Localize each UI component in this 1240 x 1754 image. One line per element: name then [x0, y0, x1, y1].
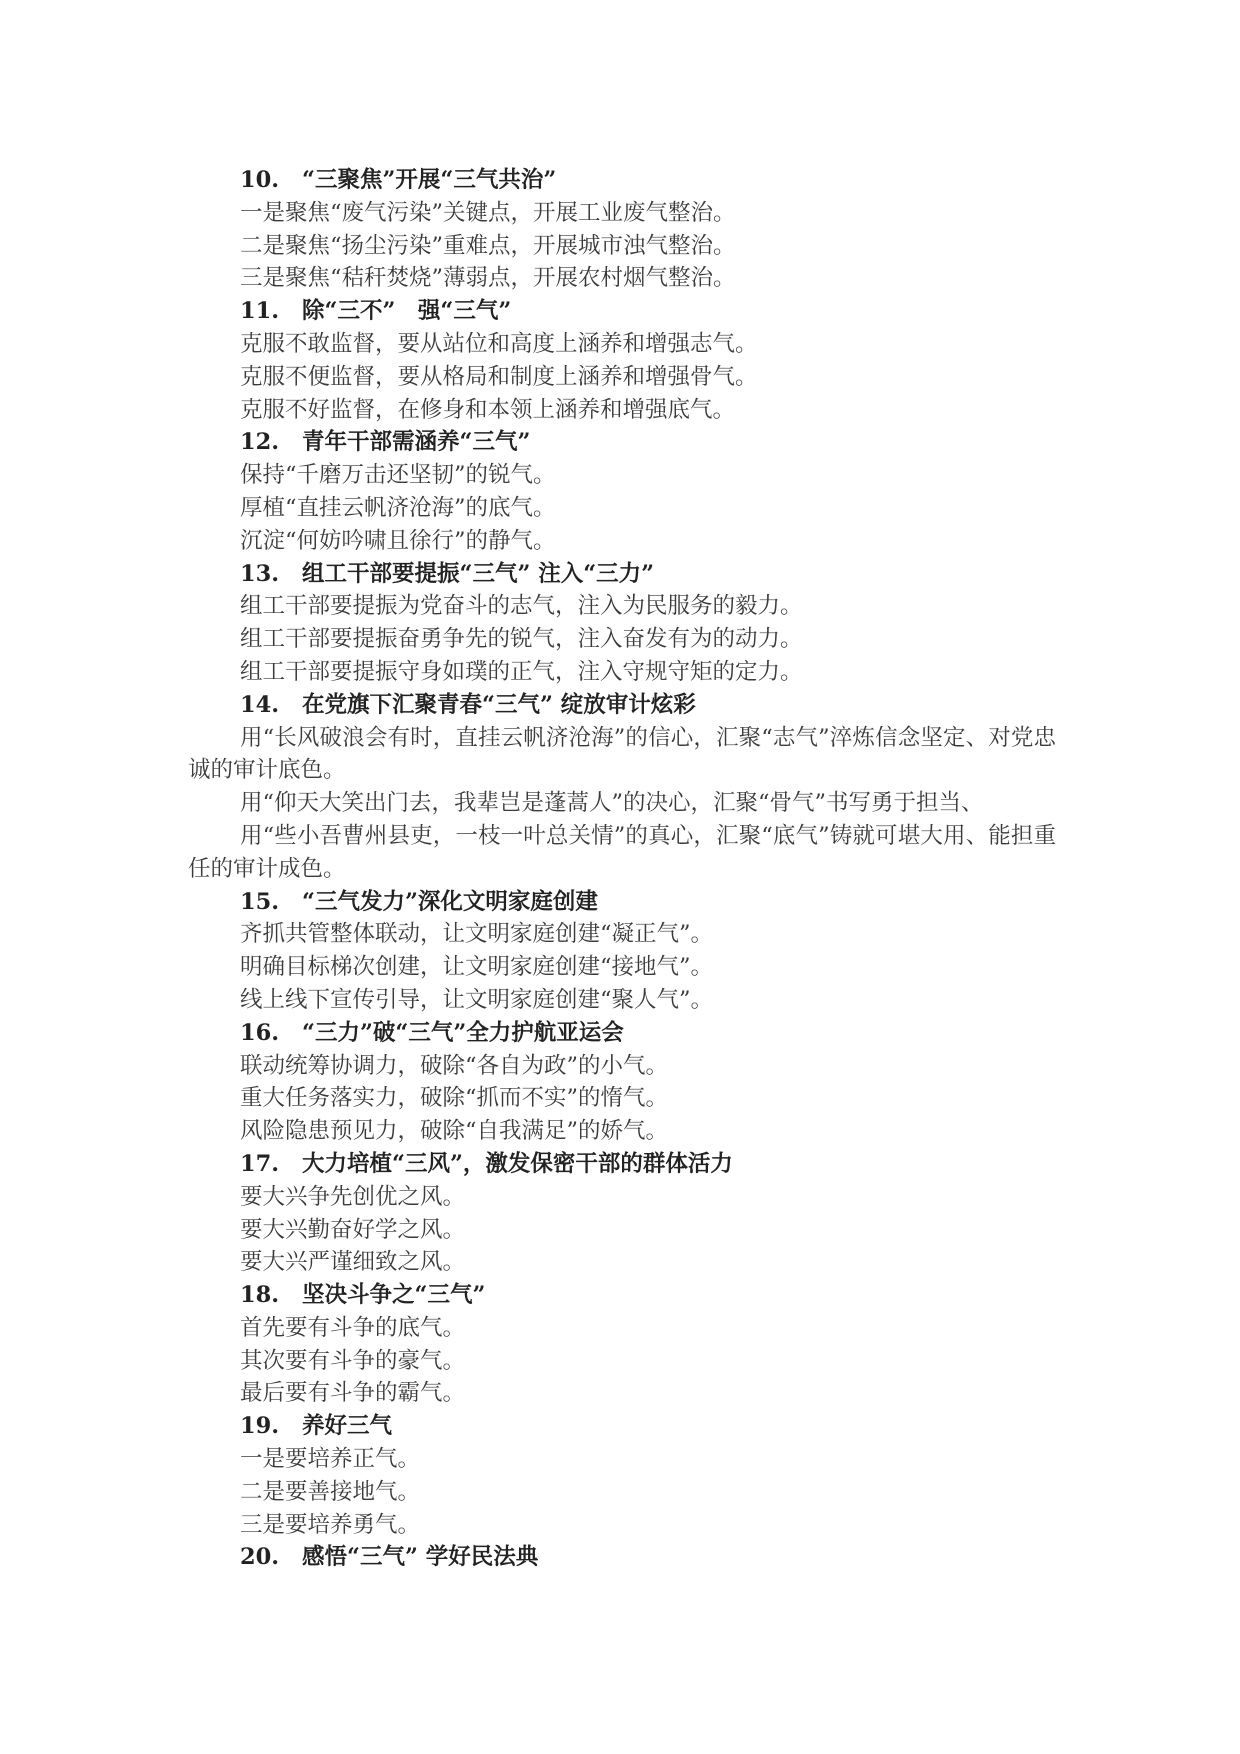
text-paragraph: 用“仰天大笑出门去，我辈岂是蓬蒿人”的决心，汇聚“骨气”书写勇于担当、	[240, 790, 984, 817]
section-title: 在党旗下汇聚青春“三气” 绽放审计炫彩	[302, 691, 696, 718]
text-line: 线上线下宣传引导，让文明家庭创建“聚人气”。	[240, 986, 714, 1013]
section-title: 除“三不” 强“三气”	[302, 298, 512, 325]
section-20	[188, 1541, 1056, 1574]
text-paragraph: 用“长风破浪会有时，直挂云帆济沧海”的信心，汇聚“志气”淬炼信念坚定、对党忠诚的审计底色。	[188, 724, 1056, 784]
section-number: 16.	[240, 1019, 280, 1046]
text-line: 厚植“直挂云帆济沧海”的底气。	[240, 494, 556, 521]
text-line: 联动统筹协调力，破除“各自为政”的小气。	[240, 1052, 669, 1079]
text-line: 三是聚焦“秸秆焚烧”薄弱点，开展农村烟气整治。	[240, 265, 736, 292]
section-number: 17.	[240, 1150, 280, 1177]
text-line: 组工干部要提振为党奋斗的志气，注入为民服务的毅力。	[240, 593, 803, 620]
section-heading	[188, 426, 1056, 459]
text-line: 保持“千磨万击还坚韧”的锐气。	[240, 462, 556, 489]
text-line: 组工干部要提振守身如璞的正气，注入守规守矩的定力。	[240, 658, 803, 685]
section-heading	[188, 558, 1056, 591]
text-line: 风险隐患预见力，破除“自我满足”的娇气。	[240, 1118, 669, 1145]
section-18	[188, 1279, 1056, 1410]
section-12	[188, 426, 1056, 557]
text-line: 三是要培养勇气。	[240, 1511, 421, 1538]
section-title: 大力培植“三风”，激发保密干部的群体活力	[302, 1150, 733, 1177]
section-title: “三聚焦”开展“三气共治”	[302, 167, 557, 193]
section-15	[188, 886, 1056, 1017]
text-paragraph: 用“些小吾曹州县吏，一枝一叶总关情”的真心，汇聚“底气”铸就可堪大用、能担重任的审计成色。	[188, 822, 1056, 882]
section-title: 青年干部需涵养“三气”	[302, 429, 531, 456]
text-line: 最后要有斗争的霸气。	[240, 1380, 466, 1407]
section-number: 19.	[240, 1413, 280, 1440]
section-number: 20.	[240, 1544, 280, 1571]
text-line: 二是聚焦“扬尘污染”重难点，开展城市浊气整治。	[240, 232, 736, 259]
text-line: 明确目标梯次创建，让文明家庭创建“接地气”。	[240, 954, 714, 981]
section-17	[188, 1148, 1056, 1279]
section-title: “三气发力”深化文明家庭创建	[302, 888, 598, 915]
text-line: 要大兴争先创优之风。	[240, 1183, 466, 1210]
section-13	[188, 558, 1056, 689]
section-number: 13.	[240, 560, 280, 587]
section-heading	[188, 164, 1056, 197]
section-heading	[188, 1148, 1056, 1181]
section-heading	[188, 1279, 1056, 1312]
section-14	[188, 689, 1056, 886]
section-number: 15.	[240, 888, 280, 915]
section-heading	[188, 1541, 1056, 1574]
section-title: 养好三气	[302, 1413, 393, 1440]
section-title: “三力”破“三气”全力护航亚运会	[302, 1019, 624, 1046]
section-19	[188, 1410, 1056, 1541]
section-heading	[188, 1017, 1056, 1050]
text-line: 克服不好监督，在修身和本领上涵养和增强底气。	[240, 396, 736, 423]
text-line: 一是要培养正气。	[240, 1446, 421, 1473]
text-line: 要大兴严谨细致之风。	[240, 1249, 466, 1276]
text-line: 要大兴勤奋好学之风。	[240, 1216, 466, 1243]
section-heading	[188, 1410, 1056, 1443]
section-heading	[188, 886, 1056, 919]
text-line: 重大任务落实力，破除“抓而不实”的惰气。	[240, 1085, 669, 1112]
section-number: 10.	[240, 167, 280, 193]
text-line: 齐抓共管整体联动，让文明家庭创建“凝正气”。	[240, 921, 714, 948]
section-title: 组工干部要提振“三气” 注入“三力”	[302, 560, 655, 587]
text-line: 其次要有斗争的豪气。	[240, 1347, 466, 1374]
text-line: 沉淀“何妨吟啸且徐行”的静气。	[240, 527, 556, 554]
section-heading	[188, 295, 1056, 328]
section-11	[188, 295, 1056, 426]
section-heading	[188, 689, 1056, 722]
text-line: 首先要有斗争的底气。	[240, 1314, 466, 1341]
section-16	[188, 1017, 1056, 1148]
text-line: 二是要善接地气。	[240, 1478, 421, 1505]
text-line: 克服不敢监督，要从站位和高度上涵养和增强志气。	[240, 330, 758, 357]
section-title: 感悟“三气” 学好民法典	[302, 1544, 539, 1571]
text-line: 组工干部要提振奋勇争先的锐气，注入奋发有为的动力。	[240, 626, 803, 653]
section-number: 11.	[240, 298, 280, 325]
section-number: 18.	[240, 1282, 280, 1309]
text-line: 一是聚焦“废气污染”关键点，开展工业废气整治。	[240, 199, 736, 226]
section-number: 12.	[240, 429, 280, 456]
section-title: 坚决斗争之“三气”	[302, 1282, 486, 1309]
text-line: 克服不便监督，要从格局和制度上涵养和增强骨气。	[240, 363, 758, 390]
section-10	[188, 164, 1056, 295]
document-body	[188, 164, 1056, 1574]
section-number: 14.	[240, 691, 280, 718]
